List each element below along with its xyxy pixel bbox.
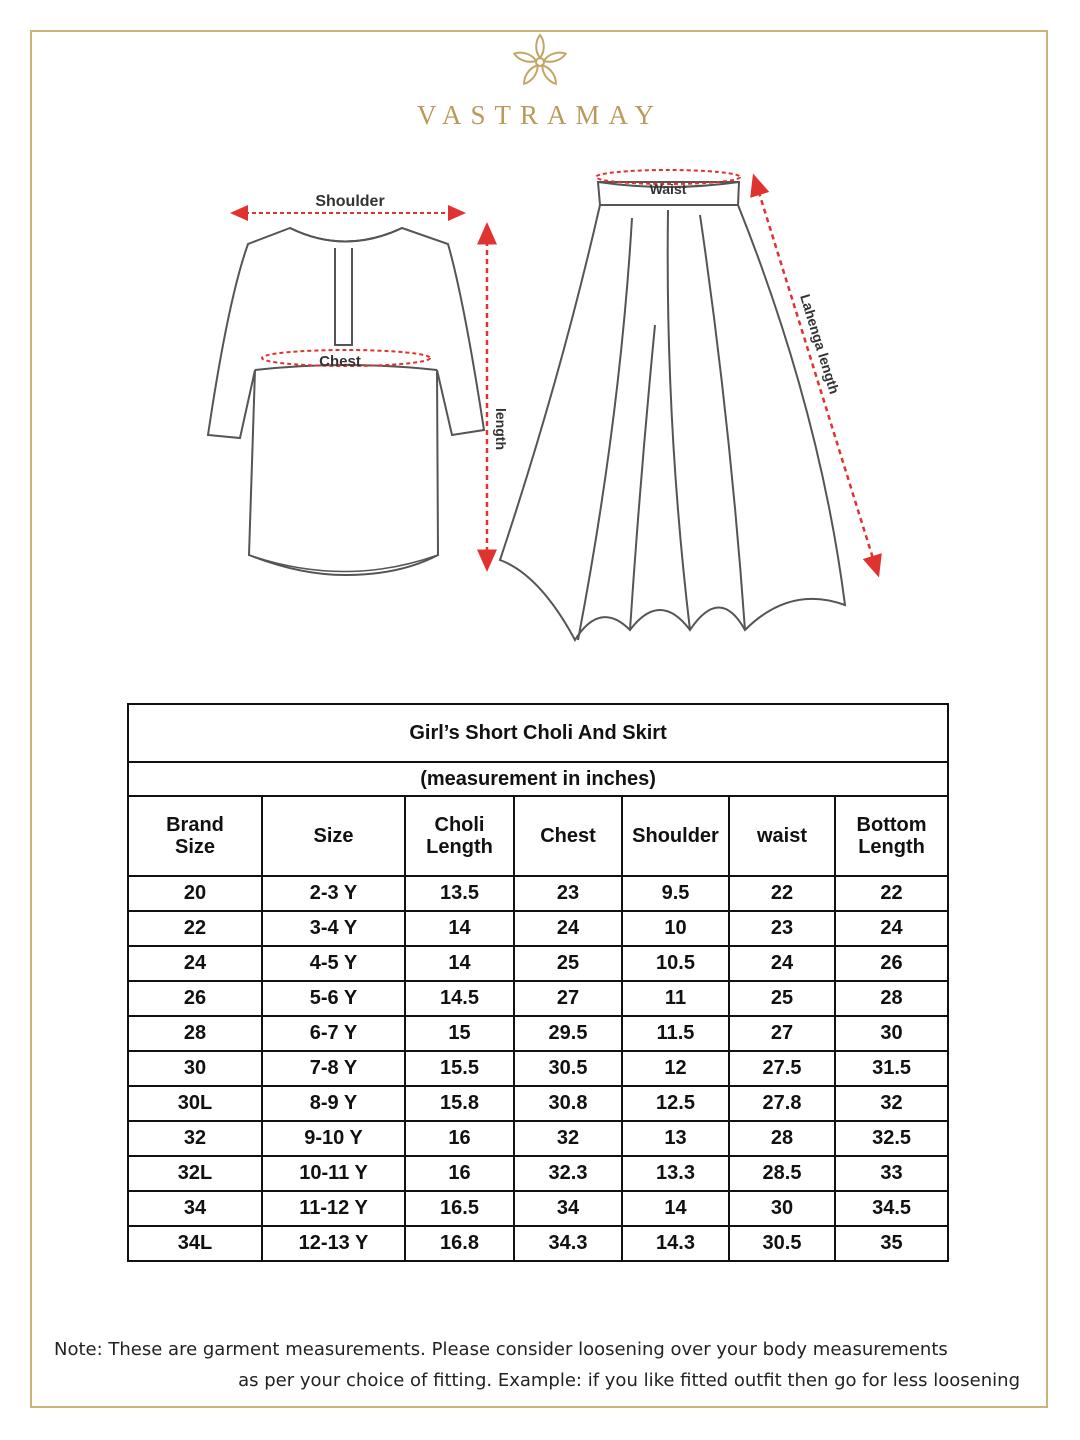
table-cell: 16 (405, 1156, 514, 1191)
column-header (835, 796, 948, 876)
table-cell: 23 (729, 911, 835, 946)
table-cell: 25 (729, 981, 835, 1016)
table-cell: 14.3 (622, 1226, 729, 1261)
table-cell: 24 (835, 911, 948, 946)
table-row (128, 876, 948, 911)
note-line-1: Note: These are garment measurements. Please consider loosening over your body measurements (54, 1339, 948, 1360)
table-cell: 26 (128, 981, 262, 1016)
table-cell: 32 (835, 1086, 948, 1121)
lahenga-length-label: Lahenga length (797, 292, 843, 396)
column-header-text: Bottom (856, 814, 927, 836)
table-cell: 2-3 Y (262, 876, 405, 911)
table-cell: 30.5 (514, 1051, 622, 1086)
size-chart-table (127, 703, 949, 1262)
table-row (128, 911, 948, 946)
table-cell: 30L (128, 1086, 262, 1121)
table-cell: 32.3 (514, 1156, 622, 1191)
table-cell: 16.8 (405, 1226, 514, 1261)
table-cell: 14 (405, 946, 514, 981)
column-header (622, 796, 729, 876)
table-cell: 22 (128, 911, 262, 946)
table-cell: 15.5 (405, 1051, 514, 1086)
table-cell: 32 (514, 1121, 622, 1156)
table-cell: 9-10 Y (262, 1121, 405, 1156)
table-cell: 5-6 Y (262, 981, 405, 1016)
table-row (128, 1121, 948, 1156)
table-cell: 14 (622, 1191, 729, 1226)
table-row (128, 1051, 948, 1086)
table-cell: 28 (128, 1016, 262, 1051)
table-cell: 22 (835, 876, 948, 911)
table-row (128, 1016, 948, 1051)
table-cell: 16.5 (405, 1191, 514, 1226)
table-cell: 28 (835, 981, 948, 1016)
table-cell: 7-8 Y (262, 1051, 405, 1086)
table-cell: 30 (128, 1051, 262, 1086)
table-cell: 13 (622, 1121, 729, 1156)
skirt-illustration (500, 182, 845, 640)
table-cell: 34.5 (835, 1191, 948, 1226)
table-cell: 15.8 (405, 1086, 514, 1121)
table-cell: 32.5 (835, 1121, 948, 1156)
note-line-2: as per your choice of fitting. Example: if you like fitted outfit then go for less loosening (238, 1370, 1020, 1391)
table-cell: 35 (835, 1226, 948, 1261)
table-cell: 12-13 Y (262, 1226, 405, 1261)
column-header (729, 796, 835, 876)
table-title: Girl’s Short Choli And Skirt (128, 704, 948, 762)
table-cell: 12.5 (622, 1086, 729, 1121)
table-row (128, 1226, 948, 1261)
table-cell: 8-9 Y (262, 1086, 405, 1121)
table-row (128, 1086, 948, 1121)
table-cell: 13.5 (405, 876, 514, 911)
table-cell: 27 (729, 1016, 835, 1051)
table-cell: 29.5 (514, 1016, 622, 1051)
footer-note (54, 1334, 1020, 1396)
column-header-text: Chest (540, 825, 596, 847)
column-header-text: Size (174, 836, 216, 858)
table-cell: 27.5 (729, 1051, 835, 1086)
table-row (128, 1191, 948, 1226)
table-cell: 10-11 Y (262, 1156, 405, 1191)
table-cell: 30 (729, 1191, 835, 1226)
table-cell: 6-7 Y (262, 1016, 405, 1051)
table-cell: 34L (128, 1226, 262, 1261)
column-header-text: Choli (434, 814, 485, 836)
table-cell: 26 (835, 946, 948, 981)
table-cell: 34 (128, 1191, 262, 1226)
table-cell: 31.5 (835, 1051, 948, 1086)
table-cell: 20 (128, 876, 262, 911)
table-cell: 10.5 (622, 946, 729, 981)
table-cell: 27 (514, 981, 622, 1016)
column-header-text: Shoulder (632, 825, 719, 847)
table-cell: 14 (405, 911, 514, 946)
table-cell: 23 (514, 876, 622, 911)
table-cell: 10 (622, 911, 729, 946)
table-cell: 16 (405, 1121, 514, 1156)
table-cell: 32L (128, 1156, 262, 1191)
brand-name: VASTRAMAY (416, 100, 664, 130)
table-cell: 9.5 (622, 876, 729, 911)
brand-logo (0, 32, 1080, 131)
column-header (262, 796, 405, 876)
table-cell: 34.3 (514, 1226, 622, 1261)
column-header-text: Size (313, 825, 354, 847)
table-cell: 24 (514, 911, 622, 946)
shoulder-label: Shoulder (315, 193, 385, 210)
table-cell: 11.5 (622, 1016, 729, 1051)
table-cell: 30 (835, 1016, 948, 1051)
table-cell: 24 (128, 946, 262, 981)
table-row (128, 981, 948, 1016)
table-row (128, 946, 948, 981)
column-header (128, 796, 262, 876)
table-cell: 34 (514, 1191, 622, 1226)
table-cell: 4-5 Y (262, 946, 405, 981)
column-header (514, 796, 622, 876)
column-header-text: Length (426, 836, 493, 858)
table-cell: 30.8 (514, 1086, 622, 1121)
chest-label: Chest (319, 353, 361, 370)
table-subtitle: (measurement in inches) (128, 762, 948, 796)
table-cell: 13.3 (622, 1156, 729, 1191)
table-cell: 11 (622, 981, 729, 1016)
length-label: length (493, 408, 509, 450)
table-row (128, 1156, 948, 1191)
table-cell: 22 (729, 876, 835, 911)
table-cell: 33 (835, 1156, 948, 1191)
table-cell: 28 (729, 1121, 835, 1156)
waist-label: Waist (649, 181, 687, 197)
flower-mandala-icon (510, 32, 570, 92)
column-header-text: Length (858, 836, 925, 858)
table-cell: 24 (729, 946, 835, 981)
column-header-text: waist (756, 825, 808, 847)
table-header-row (128, 796, 948, 876)
garment-diagram (0, 150, 1080, 670)
table-cell: 30.5 (729, 1226, 835, 1261)
table-cell: 3-4 Y (262, 911, 405, 946)
table-cell: 25 (514, 946, 622, 981)
column-header (405, 796, 514, 876)
table-cell: 11-12 Y (262, 1191, 405, 1226)
table-cell: 15 (405, 1016, 514, 1051)
table-cell: 32 (128, 1121, 262, 1156)
table-cell: 12 (622, 1051, 729, 1086)
table-cell: 27.8 (729, 1086, 835, 1121)
table-cell: 14.5 (405, 981, 514, 1016)
table-cell: 28.5 (729, 1156, 835, 1191)
choli-illustration (208, 228, 484, 575)
column-header-text: Brand (166, 814, 224, 836)
